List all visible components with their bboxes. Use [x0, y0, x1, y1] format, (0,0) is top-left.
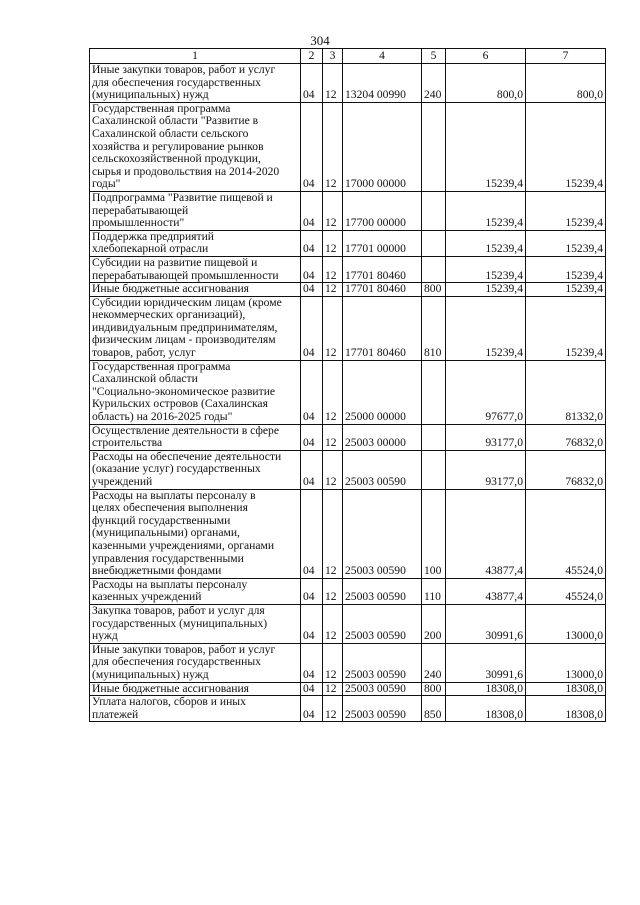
row-section: 04: [301, 696, 323, 722]
row-amount-year1: 15239,4: [446, 102, 526, 191]
row-amount-year1: 30991,6: [446, 643, 526, 682]
row-subsection: 12: [323, 604, 343, 643]
row-amount-year2: 81332,0: [526, 360, 606, 424]
row-amount-year1: 43877,4: [446, 578, 526, 604]
row-section: 04: [301, 191, 323, 230]
row-amount-year1: 43877,4: [446, 489, 526, 578]
row-amount-year2: 76832,0: [526, 424, 606, 450]
row-description: Иные бюджетные ассигнования: [90, 283, 301, 297]
table-row: [90, 230, 606, 256]
row-expense-type: 800: [422, 283, 446, 297]
row-subsection: 12: [323, 283, 343, 297]
row-subsection: 12: [323, 296, 343, 360]
row-target-article: 17700 00000: [343, 191, 422, 230]
row-section: 04: [301, 682, 323, 696]
row-description: Субсидии юридическим лицам (кроме некоммерческих организаций), индивидуальным предпринимателям, физическим лицам - производителям товаров, работ, услуг: [90, 296, 301, 360]
row-subsection: 12: [323, 424, 343, 450]
row-section: 04: [301, 578, 323, 604]
row-subsection: 12: [323, 489, 343, 578]
row-expense-type: [422, 360, 446, 424]
row-description: Иные закупки товаров, работ и услуг для обеспечения государственных (муниципальных) нужд: [90, 643, 301, 682]
row-section: 04: [301, 450, 323, 489]
row-amount-year1: 15239,4: [446, 296, 526, 360]
row-section: 04: [301, 643, 323, 682]
row-amount-year2: 15239,4: [526, 191, 606, 230]
row-expense-type: 240: [422, 643, 446, 682]
row-subsection: 12: [323, 578, 343, 604]
table-row: [90, 191, 606, 230]
row-target-article: 25000 00000: [343, 360, 422, 424]
row-section: 04: [301, 604, 323, 643]
row-amount-year1: 15239,4: [446, 283, 526, 297]
row-amount-year1: 18308,0: [446, 682, 526, 696]
row-amount-year1: 97677,0: [446, 360, 526, 424]
row-section: 04: [301, 102, 323, 191]
row-subsection: 12: [323, 643, 343, 682]
table-row: [90, 682, 606, 696]
row-amount-year1: 15239,4: [446, 230, 526, 256]
col-header-5: 5: [422, 49, 446, 64]
row-amount-year1: 18308,0: [446, 696, 526, 722]
row-expense-type: [422, 256, 446, 282]
row-target-article: 25003 00590: [343, 450, 422, 489]
row-subsection: 12: [323, 191, 343, 230]
row-description: Расходы на обеспечение деятельности (оказание услуг) государственных учреждений: [90, 450, 301, 489]
row-expense-type: [422, 424, 446, 450]
row-amount-year2: 15239,4: [526, 256, 606, 282]
budget-table: [89, 48, 606, 722]
row-section: 04: [301, 64, 323, 103]
table-row: [90, 604, 606, 643]
col-header-4: 4: [343, 49, 422, 64]
row-amount-year2: 13000,0: [526, 643, 606, 682]
row-target-article: 17701 80460: [343, 296, 422, 360]
row-section: 04: [301, 360, 323, 424]
row-description: Государственная программа Сахалинской области "Социально-экономическое развитие Курильских островов (Сахалинская область) на 2016-2025 годы": [90, 360, 301, 424]
row-description: Осуществление деятельности в сфере строительства: [90, 424, 301, 450]
row-section: 04: [301, 283, 323, 297]
row-section: 04: [301, 296, 323, 360]
row-amount-year2: 15239,4: [526, 230, 606, 256]
header-row: [90, 49, 606, 64]
row-target-article: 17701 80460: [343, 283, 422, 297]
row-expense-type: [422, 191, 446, 230]
row-target-article: 17701 80460: [343, 256, 422, 282]
row-expense-type: [422, 102, 446, 191]
table-row: [90, 578, 606, 604]
row-description: Иные закупки товаров, работ и услуг для обеспечения государственных (муниципальных) нужд: [90, 64, 301, 103]
row-target-article: 25003 00590: [343, 643, 422, 682]
row-amount-year1: 93177,0: [446, 424, 526, 450]
row-description: Иные бюджетные ассигнования: [90, 682, 301, 696]
row-amount-year2: 18308,0: [526, 682, 606, 696]
row-amount-year2: 45524,0: [526, 489, 606, 578]
row-description: Расходы на выплаты персоналу казенных учреждений: [90, 578, 301, 604]
row-expense-type: 200: [422, 604, 446, 643]
row-subsection: 12: [323, 64, 343, 103]
row-description: Субсидии на развитие пищевой и перерабатывающей промышленности: [90, 256, 301, 282]
row-description: Уплата налогов, сборов и иных платежей: [90, 696, 301, 722]
col-header-6: 6: [446, 49, 526, 64]
row-amount-year2: 15239,4: [526, 296, 606, 360]
row-target-article: 25003 00590: [343, 682, 422, 696]
row-expense-type: 100: [422, 489, 446, 578]
row-target-article: 25003 00000: [343, 424, 422, 450]
row-amount-year2: 45524,0: [526, 578, 606, 604]
row-target-article: 25003 00590: [343, 489, 422, 578]
row-expense-type: [422, 450, 446, 489]
row-amount-year2: 15239,4: [526, 283, 606, 297]
row-subsection: 12: [323, 256, 343, 282]
row-amount-year1: 15239,4: [446, 256, 526, 282]
table-row: [90, 296, 606, 360]
col-header-1: 1: [90, 49, 301, 64]
row-expense-type: 800: [422, 682, 446, 696]
row-amount-year2: 13000,0: [526, 604, 606, 643]
col-header-2: 2: [301, 49, 323, 64]
row-subsection: 12: [323, 450, 343, 489]
page-number: 304: [310, 33, 330, 48]
row-amount-year1: 93177,0: [446, 450, 526, 489]
table-row: [90, 283, 606, 297]
row-amount-year1: 800,0: [446, 64, 526, 103]
row-description: Поддержка предприятий хлебопекарной отрасли: [90, 230, 301, 256]
col-header-3: 3: [323, 49, 343, 64]
row-expense-type: 810: [422, 296, 446, 360]
row-subsection: 12: [323, 682, 343, 696]
row-amount-year2: 800,0: [526, 64, 606, 103]
row-section: 04: [301, 424, 323, 450]
table-row: [90, 489, 606, 578]
table-row: [90, 256, 606, 282]
row-section: 04: [301, 230, 323, 256]
row-amount-year1: 30991,6: [446, 604, 526, 643]
table-row: [90, 64, 606, 103]
table-row: [90, 643, 606, 682]
row-description: Подпрограмма "Развитие пищевой и перерабатывающей промышленности": [90, 191, 301, 230]
row-subsection: 12: [323, 696, 343, 722]
row-subsection: 12: [323, 230, 343, 256]
row-target-article: 25003 00590: [343, 604, 422, 643]
table-row: [90, 696, 606, 722]
row-description: Расходы на выплаты персоналу в целях обеспечения выполнения функций государственными (муниципальными) органами, казенными учреждениями, органами управления государственными внебюджетными фондами: [90, 489, 301, 578]
row-amount-year2: 18308,0: [526, 696, 606, 722]
row-target-article: 17000 00000: [343, 102, 422, 191]
row-target-article: 17701 00000: [343, 230, 422, 256]
row-expense-type: 850: [422, 696, 446, 722]
col-header-7: 7: [526, 49, 606, 64]
row-target-article: 13204 00990: [343, 64, 422, 103]
row-target-article: 25003 00590: [343, 578, 422, 604]
row-section: 04: [301, 256, 323, 282]
row-expense-type: [422, 230, 446, 256]
row-description: Государственная программа Сахалинской области "Развитие в Сахалинской области сельского хозяйства и регулирование рынков сельскохозяйственной продукции, сырья и продовольствия на 2014-2020 годы": [90, 102, 301, 191]
table-row: [90, 360, 606, 424]
row-description: Закупка товаров, работ и услуг для государственных (муниципальных) нужд: [90, 604, 301, 643]
row-amount-year2: 76832,0: [526, 450, 606, 489]
table-row: [90, 424, 606, 450]
table-row: [90, 450, 606, 489]
row-subsection: 12: [323, 360, 343, 424]
row-section: 04: [301, 489, 323, 578]
table-row: [90, 102, 606, 191]
row-subsection: 12: [323, 102, 343, 191]
row-amount-year1: 15239,4: [446, 191, 526, 230]
row-expense-type: 240: [422, 64, 446, 103]
row-expense-type: 110: [422, 578, 446, 604]
row-target-article: 25003 00590: [343, 696, 422, 722]
row-amount-year2: 15239,4: [526, 102, 606, 191]
